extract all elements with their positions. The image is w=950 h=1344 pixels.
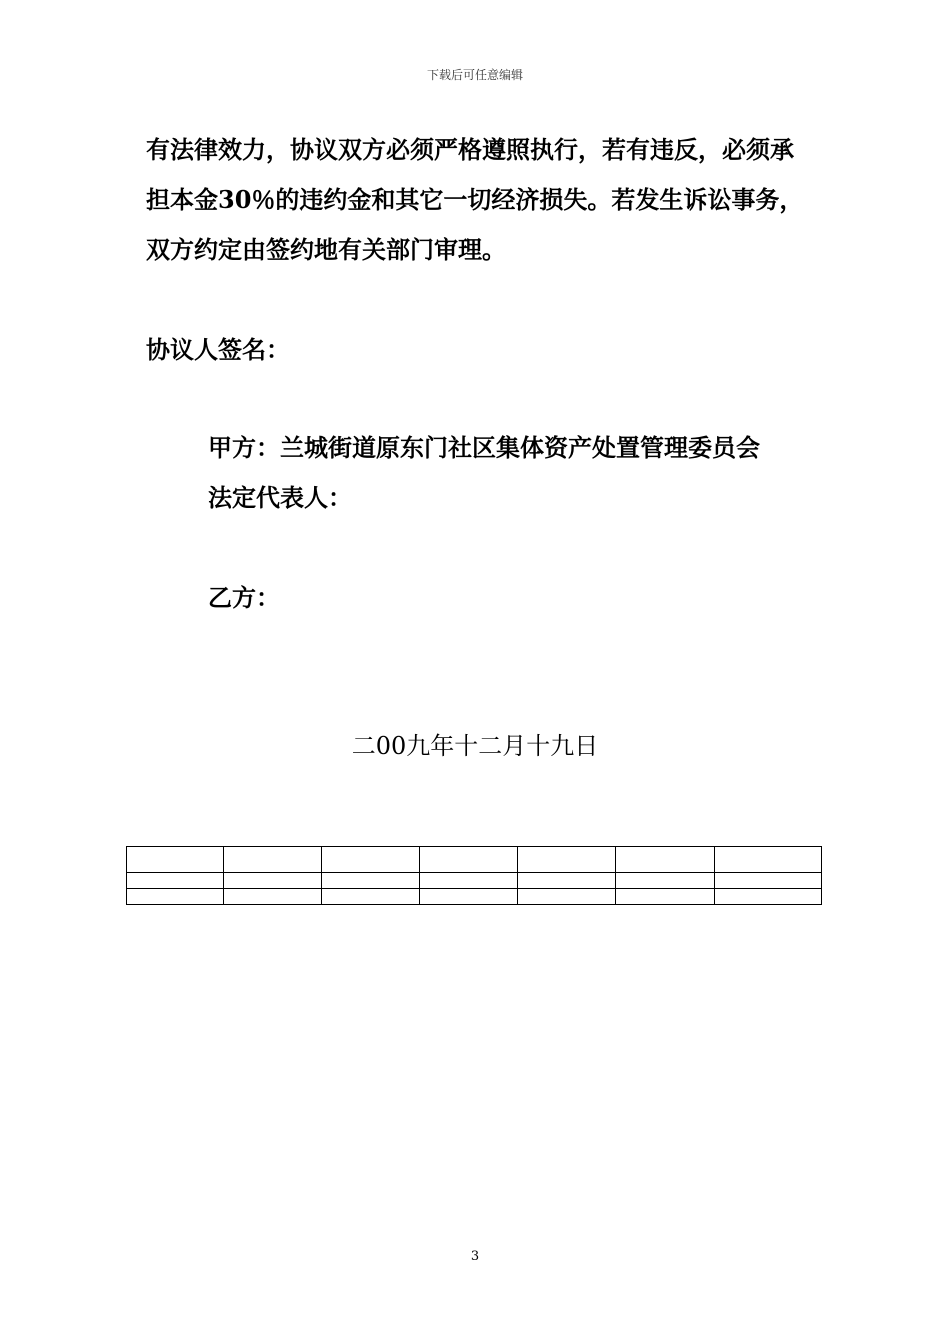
page-number: 3 bbox=[470, 1249, 480, 1264]
party-b-line: 乙方： bbox=[208, 583, 280, 612]
table-cell bbox=[616, 889, 715, 905]
agreement-paragraph: 有法律效力，协议双方必须严格遵照执行，若有违反，必须承担本金30％的违约金和其它一切经济损失。若发生诉讼事务，双方约定由签约地有关部门审理。 bbox=[146, 135, 804, 264]
table-cell bbox=[715, 889, 822, 905]
table-row bbox=[127, 889, 822, 905]
table-cell bbox=[518, 847, 616, 873]
header-note: 下载后可任意编辑 bbox=[426, 68, 523, 82]
table-cell bbox=[616, 873, 715, 889]
table-cell bbox=[715, 873, 822, 889]
signing-date: 二00九年十二月十九日 bbox=[351, 732, 599, 760]
table-cell bbox=[127, 847, 224, 873]
table-cell bbox=[322, 873, 420, 889]
legal-representative-line: 法定代表人： bbox=[208, 483, 352, 512]
table-cell bbox=[224, 847, 322, 873]
table-cell bbox=[127, 873, 224, 889]
table-row bbox=[127, 847, 822, 873]
table-cell bbox=[616, 847, 715, 873]
table-cell bbox=[224, 889, 322, 905]
table-cell bbox=[715, 847, 822, 873]
party-a-line: 甲方：兰城街道原东门社区集体资产处置管理委员会 bbox=[208, 433, 760, 462]
table-cell bbox=[518, 873, 616, 889]
table-cell bbox=[420, 889, 518, 905]
table-cell bbox=[420, 847, 518, 873]
table-row bbox=[127, 873, 822, 889]
table-cell bbox=[518, 889, 616, 905]
table-cell bbox=[224, 873, 322, 889]
table-cell bbox=[127, 889, 224, 905]
table-cell bbox=[322, 847, 420, 873]
table-cell bbox=[322, 889, 420, 905]
table-cell bbox=[420, 873, 518, 889]
blank-table bbox=[126, 846, 822, 905]
signature-title: 协议人签名： bbox=[146, 335, 290, 364]
